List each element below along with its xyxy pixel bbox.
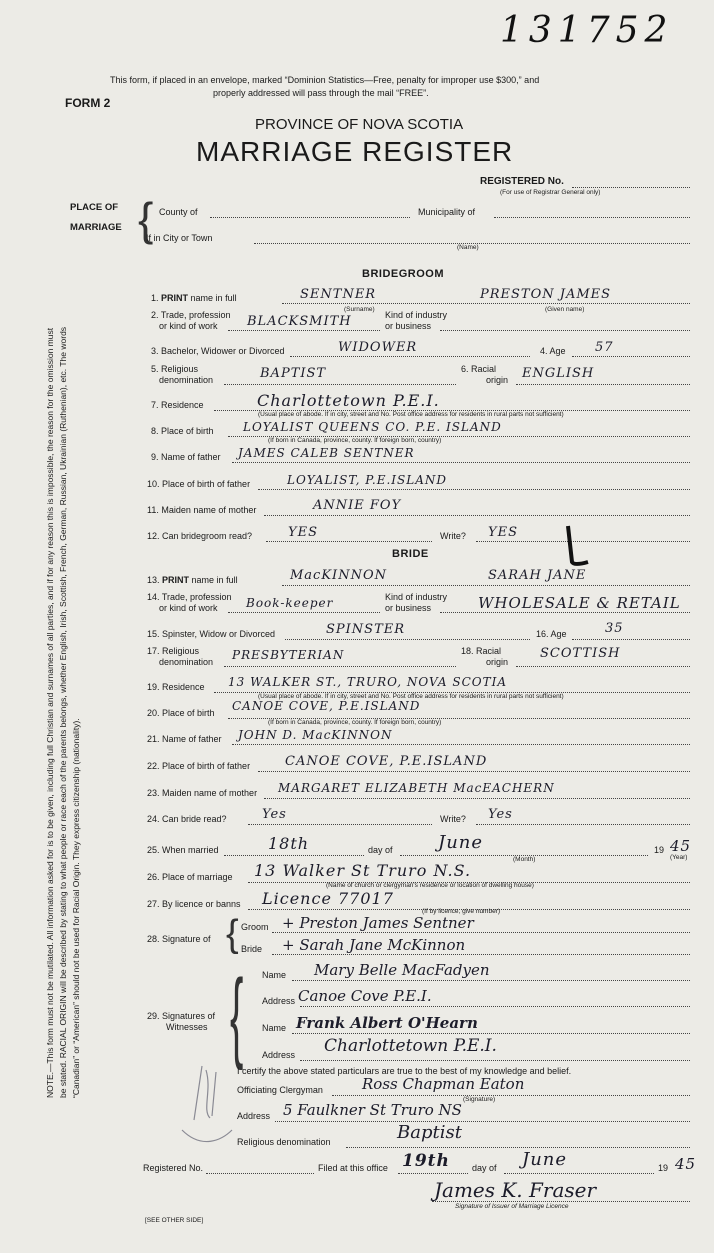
row17-label-a: 17. Religious — [147, 646, 200, 656]
clergy-denomination: Baptist — [397, 1122, 462, 1143]
registered-no-label-2: Registered No. — [143, 1163, 204, 1173]
bride-surname: MacKINNON — [290, 568, 387, 583]
row29-label-b: Witnesses — [166, 1022, 208, 1032]
church-note: (Name of church or clergyman's residence or location of dwelling house) — [326, 882, 534, 889]
bride-signature: + Sarah Jane McKinnon — [282, 936, 466, 954]
filed-month: June — [522, 1149, 568, 1170]
bride-read: Yes — [262, 807, 287, 822]
mail-notice-1: This form, if placed in an envelope, marked “Dominion Statistics—Free, penalty for improper use $300,” and — [110, 75, 540, 85]
page-title: MARRIAGE REGISTER — [196, 136, 514, 167]
bride-heading: BRIDE — [392, 548, 429, 560]
row24-label: 24. Can bride read? — [147, 814, 227, 824]
groom-signature: + Preston James Sentner — [282, 914, 474, 932]
row20-label: 20. Place of birth — [147, 708, 215, 718]
row14-industry: Kind of industry — [385, 592, 448, 602]
row3-label: 3. Bachelor, Widower or Divorced — [151, 346, 285, 356]
witness1-address: Canoe Cove P.E.I. — [298, 987, 432, 1005]
signature-note: (Signature) — [463, 1096, 496, 1103]
bride-given-name: SARAH JANE — [488, 568, 587, 583]
row2-label-a: 2. Trade, profession — [151, 310, 231, 320]
groom-residence: Charlottetown P.E.I. — [257, 391, 440, 410]
bride-sig-label: Bride — [241, 944, 263, 954]
filed-dayof: day of — [472, 1163, 497, 1173]
witness1-name: Mary Belle MacFadyen — [314, 961, 490, 979]
sig-brace: { — [226, 913, 239, 955]
born-note-2: (If born in Canada, province, county. If foreign born, country) — [268, 719, 442, 726]
row6-label-b: origin — [486, 375, 509, 385]
abode-note-1: (Usual place of abode. If in city, street and No. Post office address for residents in rural parts not sufficient) — [258, 411, 564, 418]
groom-given-name: PRESTON JAMES — [480, 287, 612, 302]
see-other-side: [SEE OTHER SIDE] — [145, 1217, 204, 1224]
clergy-address: 5 Faulkner St Truro NS — [283, 1101, 462, 1119]
row6-label-a: 6. Racial — [461, 364, 497, 374]
abode-note-2: (Usual place of abode. If in city, street and No. Post office address for residents in rural parts not sufficient) — [258, 693, 564, 700]
witness1-name-label: Name — [262, 970, 287, 980]
marriage-licence: Licence 77017 — [262, 889, 394, 908]
filed-year-prefix: 19 — [658, 1163, 669, 1173]
pencil-scribble — [172, 1060, 242, 1150]
witness-brace: { — [230, 959, 244, 1071]
row18-label-a: 18. Racial — [461, 646, 502, 656]
row10-label: 10. Place of birth of father — [147, 479, 251, 489]
row2-label-b: or kind of work — [159, 321, 218, 331]
name-note: (Name) — [457, 244, 479, 251]
bride-trade: Book-keeper — [246, 596, 334, 610]
groom-father-birthplace: LOYALIST, P.E.ISLAND — [287, 473, 448, 487]
witness1-address-label: Address — [262, 996, 296, 1006]
municipality-label: Municipality of — [418, 207, 476, 217]
licence-note: (If by licence, give number) — [422, 908, 501, 915]
groom-origin: ENGLISH — [522, 366, 595, 381]
row12-write: Write? — [440, 531, 466, 541]
county-label: County of — [159, 207, 198, 217]
religious-denomination-label: Religious denomination — [237, 1137, 331, 1147]
row16-label: 16. Age — [536, 629, 567, 639]
row9-label: 9. Name of father — [151, 452, 221, 462]
row23-label: 23. Maiden name of mother — [147, 788, 258, 798]
row19-label: 19. Residence — [147, 682, 205, 692]
month-note: (Month) — [513, 856, 536, 863]
given-note: (Given name) — [545, 306, 585, 313]
groom-religion: BAPTIST — [260, 366, 327, 381]
row25-year-prefix: 19 — [654, 845, 665, 855]
row14-label-a: 14. Trade, profession — [147, 592, 232, 602]
row15-label: 15. Spinster, Widow or Divorced — [147, 629, 276, 639]
bride-birthplace: CANOE COVE, P.E.ISLAND — [232, 699, 421, 713]
officiating-label: Officiating Clergyman — [237, 1085, 323, 1095]
row1-label: 1. PRINT name in full — [151, 293, 237, 303]
issuer-note: Signature of Issuer of Marriage Licence — [455, 1203, 569, 1210]
clergy-address-label: Address — [237, 1111, 271, 1121]
place-brace: { — [138, 193, 154, 245]
bride-write: Yes — [488, 807, 513, 822]
witness2-address: Charlottetown P.E.I. — [324, 1036, 497, 1056]
bride-industry: WHOLESALE & RETAIL — [478, 594, 681, 612]
marriage-year: 45 — [670, 837, 692, 855]
city-label: If in City or Town — [146, 233, 213, 243]
clergyman-signature: Ross Chapman Eaton — [362, 1075, 525, 1093]
row5-label-a: 5. Religious — [151, 364, 199, 374]
row26-label: 26. Place of marriage — [147, 872, 233, 882]
row14-label-b: or kind of work — [159, 603, 218, 613]
place-label-2: MARRIAGE — [70, 222, 122, 233]
bridegroom-heading: BRIDEGROOM — [362, 268, 444, 280]
witness2-name-label: Name — [262, 1023, 287, 1033]
witness2-name: Frank Albert O'Hearn — [296, 1014, 478, 1032]
registered-no-label: REGISTERED No. — [480, 176, 564, 187]
witness2-address-label: Address — [262, 1050, 296, 1060]
row7-label: 7. Residence — [151, 400, 204, 410]
row17-label-b: denomination — [159, 657, 214, 667]
groom-status: WIDOWER — [338, 340, 418, 355]
row14-business: or business — [385, 603, 432, 613]
groom-sig-label: Groom — [241, 922, 269, 932]
row18-label-b: origin — [486, 657, 509, 667]
bride-mother: MARGARET ELIZABETH MacEACHERN — [278, 781, 555, 795]
issuer-signature: James K. Fraser — [434, 1178, 597, 1202]
year-note: (Year) — [670, 854, 688, 861]
place-label-1: PLACE OF — [70, 202, 119, 213]
form-label: FORM 2 — [65, 96, 111, 110]
registrar-note: (For use of Registrar General only) — [500, 189, 601, 196]
filed-day: 19th — [402, 1151, 450, 1171]
groom-birthplace: LOYALIST QUEENS CO. P.E. ISLAND — [243, 420, 502, 434]
row27-label: 27. By licence or banns — [147, 899, 241, 909]
bride-father-birthplace: CANOE COVE, P.E.ISLAND — [285, 754, 488, 769]
register-stamp-number: 131752 — [500, 10, 674, 51]
groom-age: 57 — [595, 340, 614, 355]
row8-label: 8. Place of birth — [151, 426, 214, 436]
province-heading: PROVINCE OF NOVA SCOTIA — [255, 116, 464, 133]
bride-father: JOHN D. MacKINNON — [238, 728, 393, 742]
row5-label-b: denomination — [159, 375, 214, 385]
row12-label: 12. Can bridegroom read? — [147, 531, 253, 541]
row2-industry: Kind of industry — [385, 310, 448, 320]
row29-label-a: 29. Signatures of — [147, 1011, 216, 1021]
row4-label: 4. Age — [540, 346, 566, 356]
mail-notice-2: properly addressed will pass through the mail “FREE”. — [213, 88, 429, 98]
bride-age: 35 — [605, 621, 624, 636]
row21-label: 21. Name of father — [147, 734, 222, 744]
bride-religion: PRESBYTERIAN — [232, 648, 345, 662]
groom-mother: ANNIE FOY — [313, 498, 402, 513]
bride-origin: SCOTTISH — [540, 646, 621, 661]
groom-write: YES — [488, 525, 518, 540]
ink-mark — [558, 522, 594, 572]
marriage-month: June — [438, 832, 484, 853]
row11-label: 11. Maiden name of mother — [147, 505, 257, 515]
row2-business: or business — [385, 321, 432, 331]
row22-label: 22. Place of birth of father — [147, 761, 251, 771]
side-note: NOTE.—This form must not be mutilated. All information asked for is to be given, including full Christian and surnames of all parties, and if for any reason this is impossible, the reason for the omission must be stated. RACIAL ORIGIN will be described by stating to what people or race each of the parents belongs, whether English, Irish, Scottish, French, German, Russian, Ukrainian (Ruthenian), etc. The words “Canadian” or “American” should not be used for Racial Origin. They express citizenship (nationality). — [45, 326, 81, 1098]
groom-trade: BLACKSMITH — [247, 314, 352, 329]
marriage-place: 13 Walker St Truro N.S. — [254, 861, 472, 880]
bride-residence: 13 WALKER ST., TRURO, NOVA SCOTIA — [228, 675, 507, 689]
row13-label: 13. PRINT name in full — [147, 575, 238, 585]
filed-year: 45 — [675, 1155, 697, 1173]
groom-read: YES — [288, 525, 318, 540]
row25-dayof: day of — [368, 845, 393, 855]
certify-text: I certify the above stated particulars are true to the best of my knowledge and belief. — [237, 1066, 572, 1076]
groom-surname: SENTNER — [300, 287, 377, 302]
filed-label: Filed at this office — [318, 1163, 388, 1173]
row24-write: Write? — [440, 814, 466, 824]
marriage-day: 18th — [268, 834, 310, 853]
row25-label: 25. When married — [147, 845, 219, 855]
surname-note: (Surname) — [344, 306, 375, 313]
row28-label: 28. Signature of — [147, 934, 211, 944]
born-note-1: (If born in Canada, province, county. If foreign born, country) — [268, 437, 442, 444]
bride-status: SPINSTER — [326, 622, 406, 637]
groom-father: JAMES CALEB SENTNER — [238, 446, 415, 460]
